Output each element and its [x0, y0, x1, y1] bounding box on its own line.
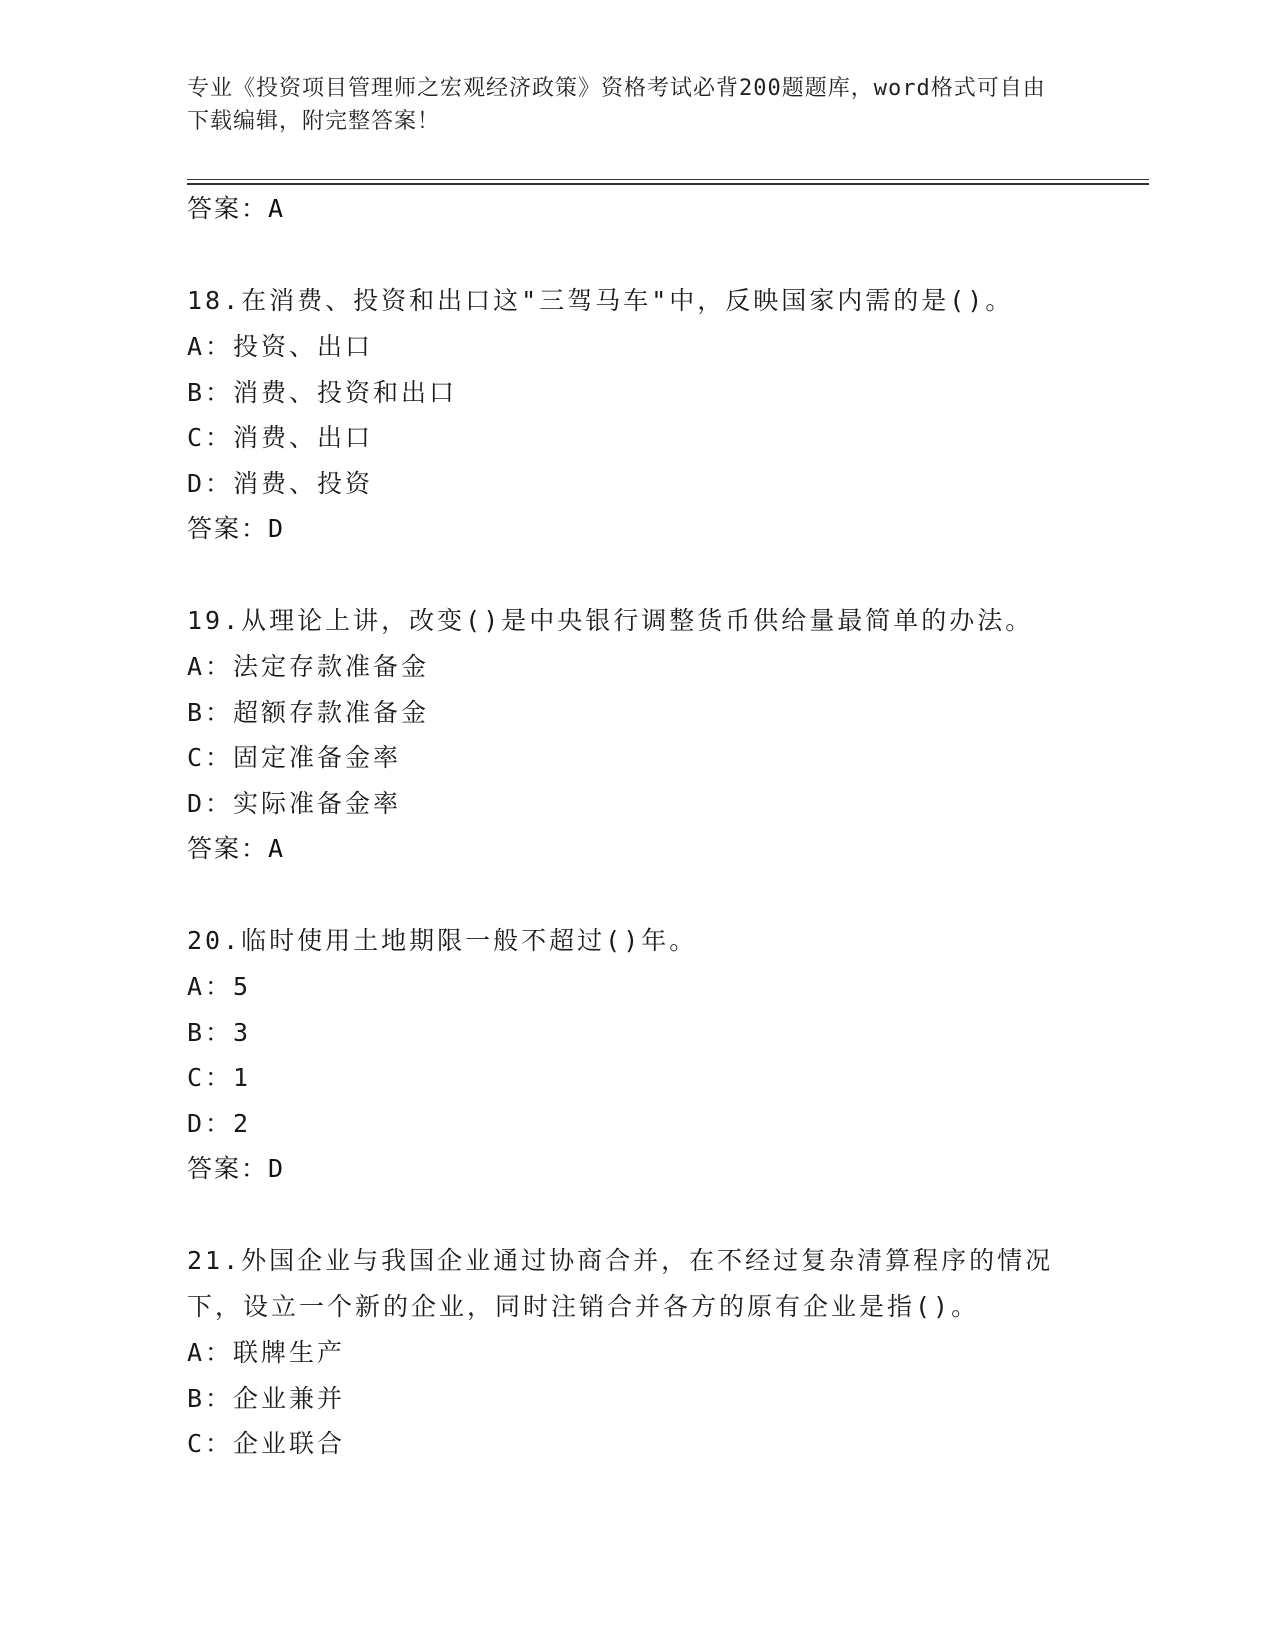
option-c: C：企业联合 — [187, 1429, 346, 1458]
question-text: 20.临时使用土地期限一般不超过()年。 — [187, 926, 698, 955]
answer-label: 答案：D — [187, 1154, 286, 1183]
option-a: A：5 — [187, 972, 252, 1001]
question-text: 21.外国企业与我国企业通过协商合并，在不经过复杂清算程序的情况下，设立一个新的企业，同时注销合并各方的原有企业是指()。 — [187, 1246, 1054, 1321]
question-20 — [187, 918, 1087, 1192]
header-divider-bottom — [187, 183, 1149, 185]
question-21 — [187, 1238, 1087, 1467]
question-list — [187, 186, 1087, 1467]
answer-label: 答案：D — [187, 514, 286, 543]
option-d: D：实际准备金率 — [187, 788, 402, 818]
question-text: 19.从理论上讲，改变()是中央银行调整货币供给量最简单的办法。 — [187, 606, 1034, 635]
option-b: B：企业兼并 — [187, 1383, 346, 1413]
question-18 — [187, 278, 1087, 552]
answer-label: 答案：A — [187, 834, 286, 863]
option-b: B：超额存款准备金 — [187, 697, 430, 727]
option-c: C：固定准备金率 — [187, 743, 402, 772]
option-a: A：投资、出口 — [187, 332, 374, 361]
header-divider-top — [187, 179, 1149, 180]
option-c: C：消费、出口 — [187, 423, 374, 452]
option-c: C：1 — [187, 1063, 252, 1092]
answer-label: 答案：A — [187, 194, 286, 223]
question-text: 18.在消费、投资和出口这"三驾马车"中，反映国家内需的是()。 — [187, 286, 1014, 315]
document-header — [187, 72, 1067, 138]
option-b: B：3 — [187, 1017, 252, 1047]
option-d: D：消费、投资 — [187, 468, 374, 498]
header-text: 专业《投资项目管理师之宏观经济政策》资格考试必背200题题库，word格式可自由下载编辑，附完整答案！ — [187, 76, 1046, 134]
option-b: B：消费、投资和出口 — [187, 377, 458, 407]
option-a: A：法定存款准备金 — [187, 652, 430, 681]
question-19 — [187, 598, 1087, 872]
option-d: D：2 — [187, 1108, 252, 1138]
option-a: A：联牌生产 — [187, 1338, 346, 1367]
